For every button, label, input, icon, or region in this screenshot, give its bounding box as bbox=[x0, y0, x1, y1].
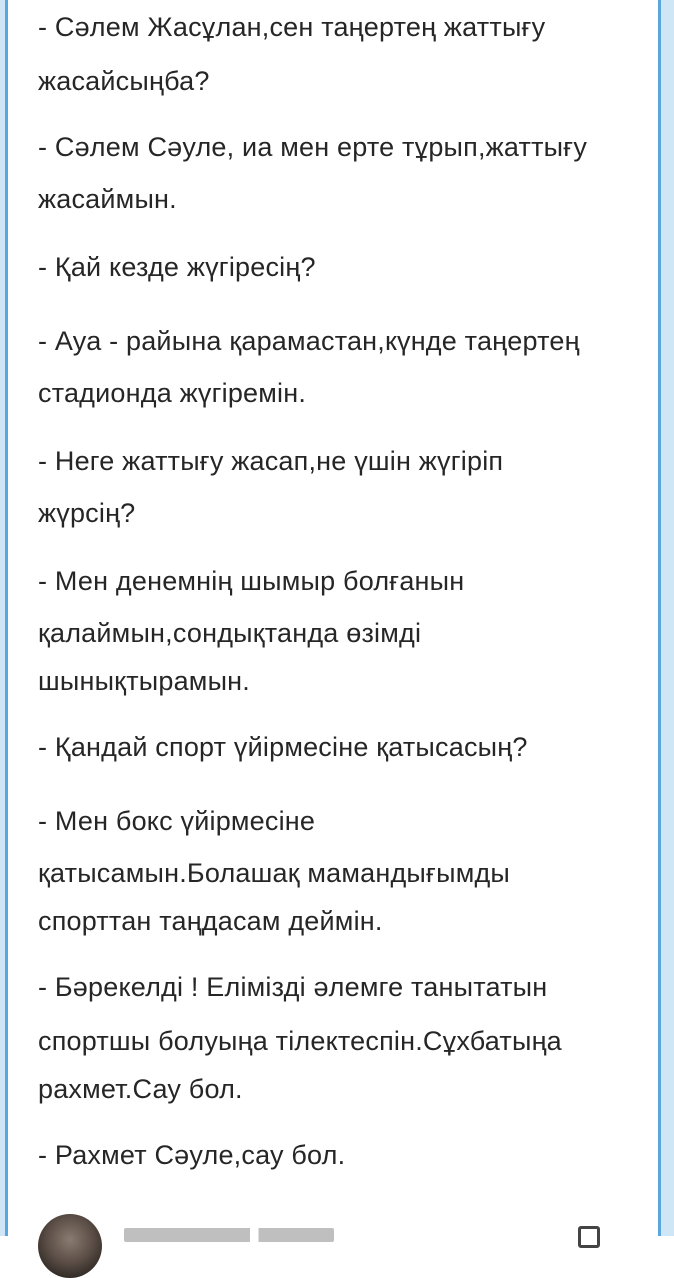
dialogue-line: стадионда жүгіремін. bbox=[38, 378, 307, 408]
author-name-placeholder[interactable] bbox=[124, 1228, 334, 1242]
dialogue-line: рахмет.Сау бол. bbox=[38, 1074, 243, 1104]
dialogue-line: жүрсің? bbox=[38, 498, 136, 528]
dialogue-line: жасайсыңба? bbox=[38, 66, 210, 96]
avatar[interactable] bbox=[38, 1214, 102, 1278]
dialogue-line: жасаймын. bbox=[38, 184, 177, 214]
dialogue-line: - Ауа - райына қарамастан,күнде таңертең bbox=[38, 326, 580, 356]
dialogue-line: шынықтырамын. bbox=[38, 666, 250, 696]
dialogue-line: қатысамын.Болашақ мамандығымды bbox=[38, 858, 511, 888]
dialogue-line: - Мен бокс үйірмесіне bbox=[38, 806, 316, 836]
dialogue-line: - Қандай спорт үйірмесіне қатысасың? bbox=[38, 732, 528, 762]
dialogue-line: - Қай кезде жүгіресің? bbox=[38, 252, 316, 282]
dialogue-line: спорттан таңдасам деймін. bbox=[38, 906, 383, 936]
dialogue-line: - Рахмет Сәуле,сау бол. bbox=[38, 1140, 346, 1170]
dialogue-line: - Неге жаттығу жасап,не үшін жүгіріп bbox=[38, 446, 504, 476]
dialogue-line: қалаймын,сондықтанда өзімді bbox=[38, 618, 422, 648]
dialogue-line: - Сәлем Сәуле, иа мен ерте тұрып,жаттығу bbox=[38, 132, 588, 162]
dialogue-line: - Сәлем Жасұлан,сен таңертең жаттығу bbox=[38, 12, 546, 42]
dialogue-line: спортшы болуыңа тілектеспін.Сұхбатыңа bbox=[38, 1026, 562, 1056]
answer-author-footer bbox=[0, 1200, 674, 1236]
dialogue-line: - Мен денемнің шымыр болғанын bbox=[38, 566, 465, 596]
left-border bbox=[0, 0, 8, 1236]
report-flag-icon[interactable] bbox=[578, 1226, 600, 1248]
right-scroll-border[interactable] bbox=[658, 0, 674, 1236]
dialogue-line: - Бәрекелді ! Елімізді әлемге танытатын bbox=[38, 972, 548, 1002]
